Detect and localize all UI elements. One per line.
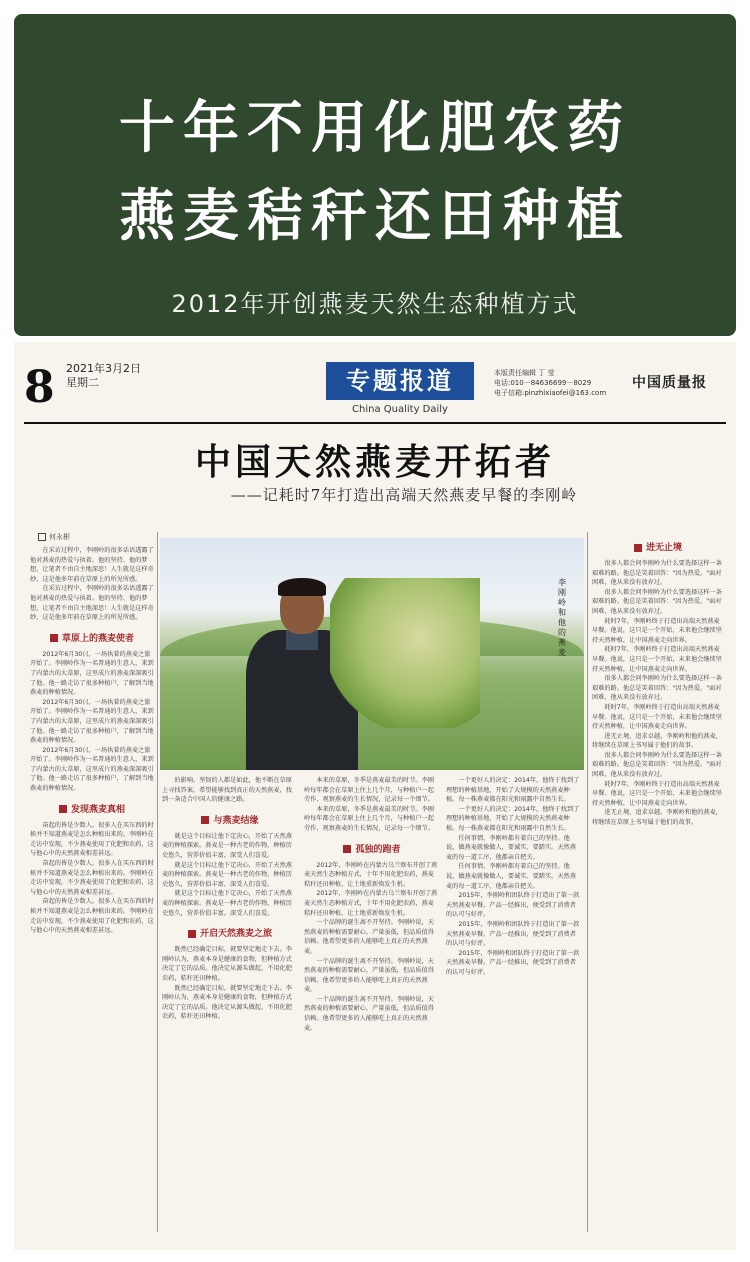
col5-text-b: 耗时7年，李刚岭终于打造出高端天然燕麦早餐。他说，这只是一个开始，未来他会继续坚持天然种植，让中国燕麦走向世界。 <box>592 617 722 644</box>
col4-text-a: 一个更好人的决定：2014年，他终于找到了理想的种植基地，开始了大规模的天然燕麦种植。每一株燕麦都在阳光和雨露中自然生长。 <box>446 777 580 804</box>
issue-date-block <box>66 362 141 390</box>
banner-title-line2: 燕麦秸秆还田种植 <box>119 184 631 249</box>
col1-text-b2: 奋起的皆是少数人。很多人在买东西的时候并不知道燕麦是怎么种植出来的。李刚岭在走访中发现，不少燕麦使用了化肥和农药，这与他心中的天然燕麦相差甚远。 <box>30 860 154 896</box>
section-heading: 开启天然燕麦之旅 <box>162 926 298 939</box>
heading-square-icon <box>634 544 642 552</box>
col2-text-b: 就是这个目标让他下定决心，开始了天然燕麦的种植探索。燕麦是一种古老的作物，种植历史悠久，营养价值丰富，深受人们喜爱。 <box>162 832 292 859</box>
editor-email: 电子信箱:pinzhixiaofei@163.com <box>494 389 607 397</box>
col1-text-a2: 2012年6月30日，一场执着的燕麦之旅开始了。李刚岭作为一名普通的生意人，来到了内蒙古的大草原，这里成片的燕麦深深吸引了他。他一路走访了很多种植户，了解到当地燕麦的种植情况。 <box>30 698 154 745</box>
col5-text-a4: 很多人都会问李刚岭为什么要选择这样一条艰难的路。他总是笑着回答："因为热爱。"面对困难，他从来没有放弃过。 <box>592 751 722 779</box>
photo-caption: 李刚岭和他的燕麦 <box>558 578 566 657</box>
col1-intro-2: 在采访过程中，李刚岭的很多话语透露了他对燕麦的热爱与执着。他的坚持、他的梦想，让笔者不由自主地深思！人生就是这样奇妙，这是他多年前在草原上的所见所感。 <box>30 585 154 622</box>
column-divider <box>587 532 588 1232</box>
byline-square-icon <box>38 533 46 541</box>
heading-square-icon <box>50 634 58 642</box>
article-photo <box>160 538 584 770</box>
issue-weekday: 星期二 <box>66 376 99 389</box>
newspaper-page <box>14 342 736 1250</box>
col4-text-c: 2015年，李刚岭和团队终于打造出了第一款天然燕麦早餐。产品一经推出，便受到了消费者的认可与好评。 <box>446 892 580 919</box>
column-3 <box>304 776 440 1033</box>
col5-text-c: 进无止境，追求卓越。李刚岭和他的燕麦，将继续在草原上书写属于他们的故事。 <box>592 732 722 750</box>
col5-text-a2: 很多人都会问李刚岭为什么要选择这样一条艰难的路。他总是笑着回答："因为热爱。"面对困难，他从来没有放弃过。 <box>592 588 722 615</box>
column-4 <box>446 776 582 977</box>
column-5 <box>592 532 724 828</box>
col1-text-a3: 2012年6月30日，一场执着的燕麦之旅开始了。李刚岭作为一名普通的生意人，来到了内蒙古的大草原，这里成片的燕麦深深吸引了他。他一路走访了很多种植户，了解到当地燕麦的种植情况。 <box>30 746 154 793</box>
article-subheadline: ——记耗时7年打造出高端天然燕麦早餐的李刚岭 <box>230 486 578 504</box>
col4-text-b: 任何事情，李刚岭都有着自己的坚持。他说，做燕麦就像做人，要诚实、要踏实。天然燕麦的每一道工序，他都亲自把关。 <box>446 834 576 861</box>
col3-text-b2: 2012年，李刚岭在内蒙古乌兰察布开创了燕麦天然生态种植方式，十年不用化肥农药，燕麦秸秆还田种植，让土地重新焕发生机。 <box>304 890 438 917</box>
col5-text-b2: 耗时7年，李刚岭终于打造出高端天然燕麦早餐。他说，这只是一个开始，未来他会继续坚持天然种植，让中国燕麦走向世界。 <box>592 646 722 673</box>
section-title: 专题报道 <box>326 362 474 400</box>
col2-text-c: 既然已经确定目标，就要坚定地走下去。李刚岭认为，燕麦本身是健康的食物，但种植方式决定了它的品质。他决定从源头做起，不用化肥农药，秸秆还田种植。 <box>162 946 292 982</box>
col1-text-b: 奋起的皆是少数人。很多人在买东西的时候并不知道燕麦是怎么种植出来的。李刚岭在走访中发现，不少燕麦使用了化肥和农药，这与他心中的天然燕麦相差甚远。 <box>30 821 154 858</box>
heading-square-icon <box>188 930 196 938</box>
section-heading: 草原上的燕麦使者 <box>30 631 154 644</box>
col5-text-a: 很多人都会问李刚岭为什么要选择这样一条艰难的路。他总是笑着回答："因为热爱。"面对困难，他从来没有放弃过。 <box>592 560 722 587</box>
heading-square-icon <box>201 816 209 824</box>
heading-square-icon <box>59 805 67 813</box>
col4-text-a2: 一个更好人的决定：2014年，他终于找到了理想的种植基地，开始了大规模的天然燕麦种植。每一株燕麦都在阳光和雨露中自然生长。 <box>446 805 580 832</box>
col4-text-b2: 任何事情，李刚岭都有着自己的坚持。他说，做燕麦就像做人，要诚实、要踏实。天然燕麦的每一道工序，他都亲自把关。 <box>446 863 576 890</box>
banner-subtitle: 2012年开创燕麦天然生态种植方式 <box>171 290 579 318</box>
col2-text-b3: 就是这个目标让他下定决心，开始了天然燕麦的种植探索。燕麦是一种古老的作物，种植历史悠久，营养价值丰富，深受人们喜爱。 <box>162 890 292 917</box>
col5-text-b4: 耗时7年，李刚岭终于打造出高端天然燕麦早餐。他说，这只是一个开始，未来他会继续坚持天然种植，让中国燕麦走向世界。 <box>592 780 722 807</box>
col1-text-a: 2012年6月30日，一场执着的燕麦之旅开始了。李刚岭作为一名普通的生意人，来到了内蒙古的大草原，这里成片的燕麦深深吸引了他。他一路走访了很多种植户，了解到当地燕麦的种植情况。 <box>30 650 154 697</box>
photo-oat-bundle <box>330 578 480 728</box>
col5-text-b3: 耗时7年，李刚岭终于打造出高端天然燕麦早餐。他说，这只是一个开始，未来他会继续坚持天然种植，让中国燕麦走向世界。 <box>592 703 722 731</box>
section-english: China Quality Daily <box>352 404 448 415</box>
masthead-logo: 中国质量报 <box>632 375 707 391</box>
col2-text-a: 的影响。坚韧的人都是如此，他不断在草原上寻找答案，希望能够找到真正的天然燕麦，找到一条适合中国人的健康之路。 <box>162 777 292 804</box>
col3-text-c3: 一个品牌的诞生离不开坚持。李刚岭说，天然燕麦的种植需要耐心，产量虽低，但品质值得信赖。他希望更多的人能够吃上真正的天然燕麦。 <box>304 995 434 1032</box>
column-divider <box>157 532 158 1232</box>
section-heading: 孤独的跑者 <box>304 842 440 855</box>
heading-square-icon <box>343 845 351 853</box>
column-1 <box>30 532 154 936</box>
col4-text-c2: 2015年，李刚岭和团队终于打造出了第一款天然燕麦早餐。产品一经推出，便受到了消费者的认可与好评。 <box>446 920 580 948</box>
col3-text-a: 本来的草原，冬季是燕麦最美的时节。李刚岭每年都会在草原上住上几个月，与种植户一起劳作，观察燕麦的生长情况，记录每一个细节。 <box>304 777 434 804</box>
editor-phone: 电话:010－84636699－8029 <box>494 379 592 387</box>
column-2 <box>162 776 298 1022</box>
col3-text-a2: 本来的草原，冬季是燕麦最美的时节。李刚岭每年都会在草原上住上几个月，与种植户一起劳作，观察燕麦的生长情况，记录每一个细节。 <box>304 805 434 832</box>
col3-text-c2: 一个品牌的诞生离不开坚持。李刚岭说，天然燕麦的种植需要耐心，产量虽低，但品质值得信赖。他希望更多的人能够吃上真正的天然燕麦。 <box>304 957 434 994</box>
section-heading: 与燕麦结缘 <box>162 813 298 826</box>
col2-text-c2: 既然已经确定目标，就要坚定地走下去。李刚岭认为，燕麦本身是健康的食物，但种植方式决定了它的品质。他决定从源头做起，不用化肥农药，秸秆还田种植。 <box>162 984 292 1021</box>
editor-line: 本版责任编辑 丁 莹 <box>494 369 555 377</box>
promo-banner <box>14 14 736 336</box>
banner-title-line1: 十年不用化肥农药 <box>119 96 631 161</box>
col1-intro: 在采访过程中，李刚岭的很多话语透露了他对燕麦的热爱与执着。他的坚持、他的梦想，让笔者不由自主地深思！人生就是这样奇妙，这是他多年前在草原上的所见所感。 <box>30 547 154 583</box>
col5-text-a3: 很多人都会问李刚岭为什么要选择这样一条艰难的路。他总是笑着回答："因为热爱。"面对困难，他从来没有放弃过。 <box>592 675 722 702</box>
article-headline: 中国天然燕麦开拓者 <box>194 441 555 483</box>
col3-text-b: 2012年，李刚岭在内蒙古乌兰察布开创了燕麦天然生态种植方式，十年不用化肥农药，燕麦秸秆还田种植，让土地重新焕发生机。 <box>304 861 438 888</box>
col5-text-c2: 进无止境，追求卓越。李刚岭和他的燕麦，将继续在草原上书写属于他们的故事。 <box>592 809 722 827</box>
issue-date: 2021年3月2日 <box>66 362 141 375</box>
byline: 何永彬 <box>30 532 154 542</box>
header-rule <box>24 422 726 424</box>
section-heading: 发现燕麦真相 <box>30 802 154 815</box>
photo-person-hair <box>278 578 326 596</box>
col4-text-c3: 2015年，李刚岭和团队终于打造出了第一款天然燕麦早餐。产品一经推出，便受到了消费者的认可与好评。 <box>446 949 580 976</box>
col3-text-c: 一个品牌的诞生离不开坚持。李刚岭说，天然燕麦的种植需要耐心，产量虽低，但品质值得信赖。他希望更多的人能够吃上真正的天然燕麦。 <box>304 919 434 955</box>
col1-text-b3: 奋起的皆是少数人。很多人在买东西的时候并不知道燕麦是怎么种植出来的。李刚岭在走访中发现，不少燕麦使用了化肥和农药，这与他心中的天然燕麦相差甚远。 <box>30 898 154 935</box>
editor-info <box>494 368 606 398</box>
page-number: 8 <box>24 362 55 413</box>
section-heading: 进无止境 <box>592 540 724 553</box>
col2-text-b2: 就是这个目标让他下定决心，开始了天然燕麦的种植探索。燕麦是一种古老的作物，种植历史悠久，营养价值丰富，深受人们喜爱。 <box>162 861 292 888</box>
